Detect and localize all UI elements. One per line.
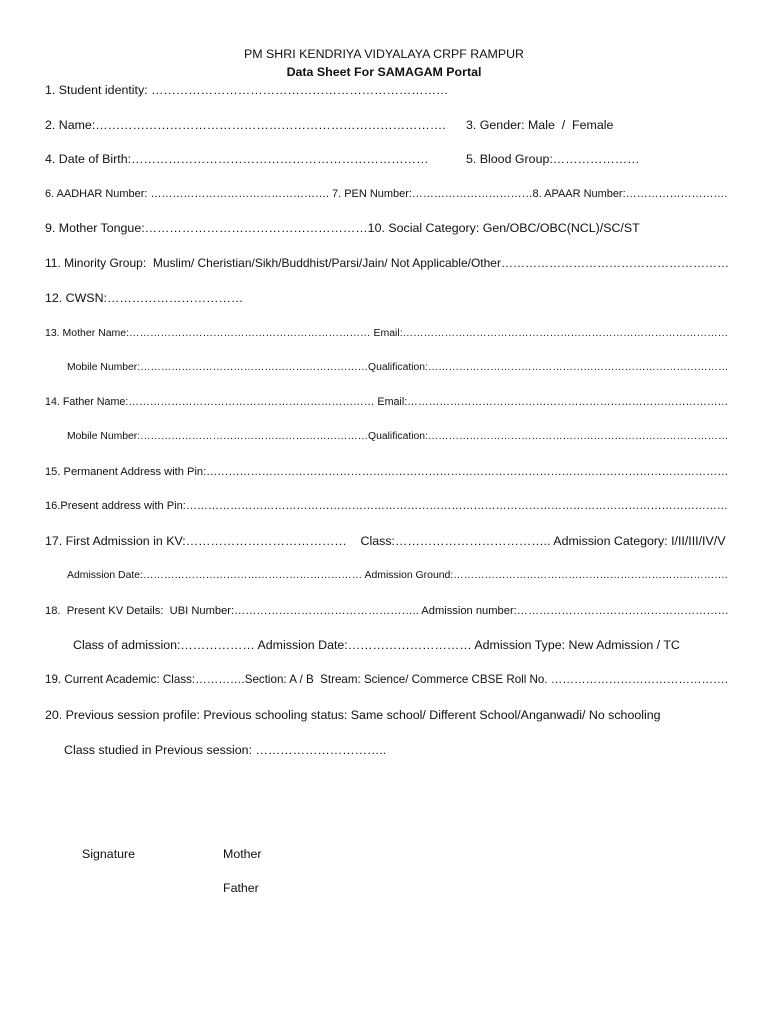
field-gender: 3. Gender: Male / Female bbox=[466, 118, 614, 132]
field-mother-tongue-category: 9. Mother Tongue:………………………………………………10. Social Category: Gen/OBC/OBC(NCL)/SC/ST bbox=[45, 221, 640, 235]
field-present-address: 16.Present address with Pin:………………………………………………………………………………………………………………………………… bbox=[45, 500, 728, 512]
field-date-of-birth: 4. Date of Birth:……………………………………………………………… bbox=[45, 152, 429, 166]
field-previous-class: Class studied in Previous session: ………………………….. bbox=[64, 743, 387, 757]
field-current-academic: 19. Current Academic: Class:………….Section: A / B Stream: Science/ Commerce CBSE Roll No. ………………………………………. bbox=[45, 673, 728, 686]
field-mother-name-email: 13. Mother Name:…………………………………………………………… Email:………………………………………………………………………………… bbox=[45, 327, 729, 339]
signature-label: Signature bbox=[82, 847, 136, 861]
field-student-identity: 1. Student identity: ……………………………………………………………… bbox=[45, 83, 449, 97]
field-blood-group: 5. Blood Group:………………… bbox=[466, 152, 640, 166]
signature-mother: Mother bbox=[223, 847, 262, 861]
field-cwsn: 12. CWSN:…………………………… bbox=[45, 291, 244, 305]
field-present-kv-details: 18. Present KV Details: UBI Number:………………………………………….. Admission number:………………………………………………… bbox=[45, 605, 729, 617]
field-class-of-admission: Class of admission:……………… Admission Date:………………………… Admission Type: New Admission / TC bbox=[73, 638, 680, 652]
field-name: 2. Name:…………………………………………………………………………. bbox=[45, 118, 446, 132]
field-admission-date-ground: Admission Date:……………………………………………………… Admission Ground:……………………………………………………………………. bbox=[67, 570, 728, 581]
field-mother-mobile-qualification: Mobile Number:…………………………………………………………Qualification:…………………………………………………………………………… bbox=[67, 362, 729, 373]
field-minority-group: 11. Minority Group: Muslim/ Cheristian/Sikh/Buddhist/Parsi/Jain/ Not Applicable/Other………………………………………………… bbox=[45, 256, 729, 270]
field-permanent-address: 15. Permanent Address with Pin:…………………………………………………………………………………………………………………………… bbox=[45, 466, 729, 478]
signature-father: Father bbox=[223, 881, 259, 895]
document-title: Data Sheet For SAMAGAM Portal bbox=[286, 65, 482, 79]
school-name: PM SHRI KENDRIYA VIDYALAYA CRPF RAMPUR bbox=[244, 47, 524, 61]
field-first-admission: 17. First Admission in KV:………………………………… Class:……………………………….. Admission Category: I/II/III/IV/V bbox=[45, 534, 726, 548]
field-father-name-email: 14. Father Name:…………………………………………………………… Email:……………………………………………………………………………… bbox=[45, 396, 729, 408]
field-aadhar-pen-apaar: 6. AADHAR Number: …………………………………………. 7. PEN Number:……………………………8. APAAR Number:………………………. bbox=[45, 188, 728, 200]
field-father-mobile-qualification: Mobile Number:…………………………………………………………Qualification:…………………………………………………………………………… bbox=[67, 431, 729, 442]
field-previous-session: 20. Previous session profile: Previous schooling status: Same school/ Different School/Anganwadi/ No schooling bbox=[45, 708, 661, 722]
